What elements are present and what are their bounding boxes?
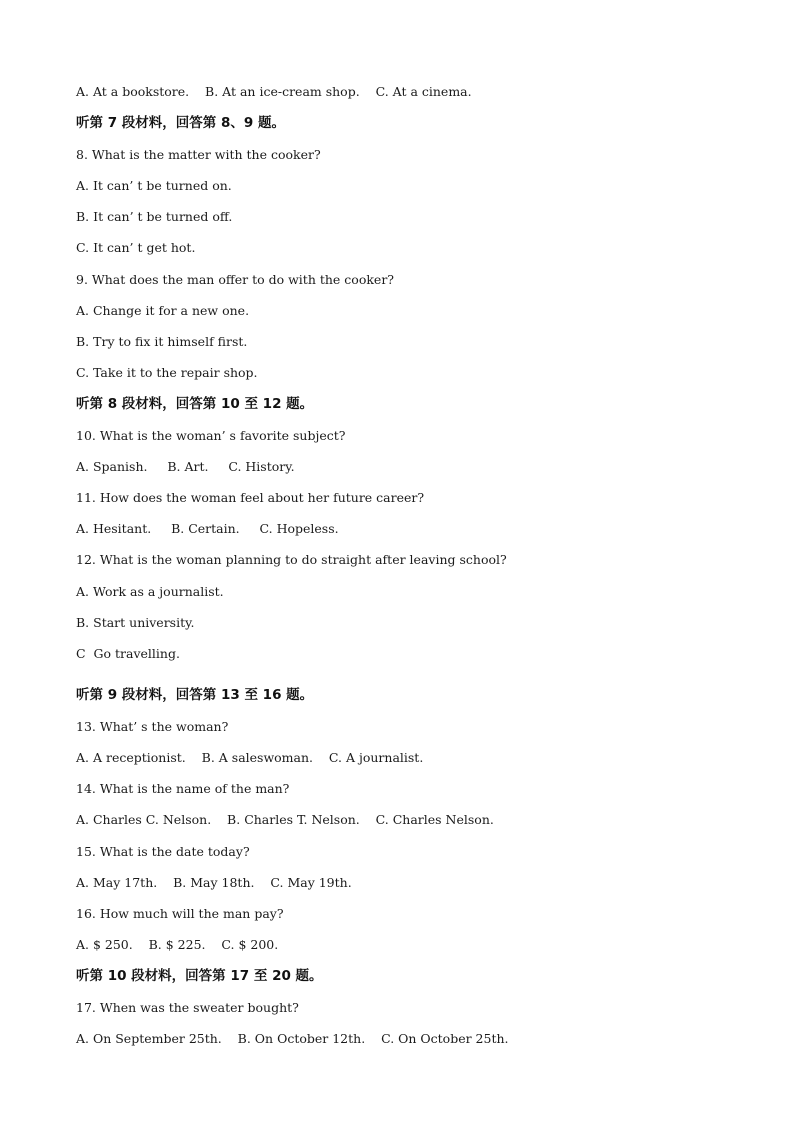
option-line: B. Start university. bbox=[76, 615, 195, 630]
option-line: C. Take it to the repair shop. bbox=[76, 365, 258, 380]
option-line: A. A receptionist. B. A saleswoman. C. A journalist. bbox=[76, 750, 424, 765]
question-17: 17. When was the sweater bought? bbox=[76, 1000, 299, 1015]
question-9: 9. What does the man offer to do with the cooker? bbox=[76, 272, 394, 287]
option-line: A. Work as a journalist. bbox=[76, 584, 224, 599]
option-line: B. Try to fix it himself first. bbox=[76, 334, 248, 349]
option-line: A. On September 25th. B. On October 12th. C. On October 25th. bbox=[76, 1031, 509, 1046]
option-line: A. Charles C. Nelson. B. Charles T. Nelson. C. Charles Nelson. bbox=[76, 812, 494, 827]
question-12: 12. What is the woman planning to do straight after leaving school? bbox=[76, 552, 507, 567]
option-line: A. Hesitant. B. Certain. C. Hopeless. bbox=[76, 521, 339, 536]
option-line: A. Spanish. B. Art. C. History. bbox=[76, 459, 295, 474]
question-11: 11. How does the woman feel about her future career? bbox=[76, 490, 425, 505]
question-10: 10. What is the woman’ s favorite subject? bbox=[76, 428, 346, 443]
section-heading: 听第 9 段材料，回答第 13 至 16 题。 bbox=[76, 687, 314, 703]
option-line: A. May 17th. B. May 18th. C. May 19th. bbox=[76, 875, 352, 890]
question-15: 15. What is the date today? bbox=[76, 844, 250, 859]
question-16: 16. How much will the man pay? bbox=[76, 906, 284, 921]
section-heading: 听第 8 段材料，回答第 10 至 12 题。 bbox=[76, 396, 314, 412]
question-14: 14. What is the name of the man? bbox=[76, 781, 290, 796]
option-line: A. It can’ t be turned on. bbox=[76, 178, 232, 193]
option-line: C Go travelling. bbox=[76, 646, 180, 661]
section-heading: 听第 10 段材料，回答第 17 至 20 题。 bbox=[76, 968, 323, 984]
option-line: A. $ 250. B. $ 225. C. $ 200. bbox=[76, 937, 279, 952]
question-8: 8. What is the matter with the cooker? bbox=[76, 147, 321, 162]
option-line: B. It can’ t be turned off. bbox=[76, 209, 233, 224]
option-line: C. It can’ t get hot. bbox=[76, 240, 196, 255]
option-line: A. Change it for a new one. bbox=[76, 303, 250, 318]
question-13: 13. What’ s the woman? bbox=[76, 719, 229, 734]
section-heading: 听第 7 段材料，回答第 8、9 题。 bbox=[76, 115, 285, 131]
option-line: A. At a bookstore. B. At an ice-cream shop. C. At a cinema. bbox=[76, 84, 472, 99]
